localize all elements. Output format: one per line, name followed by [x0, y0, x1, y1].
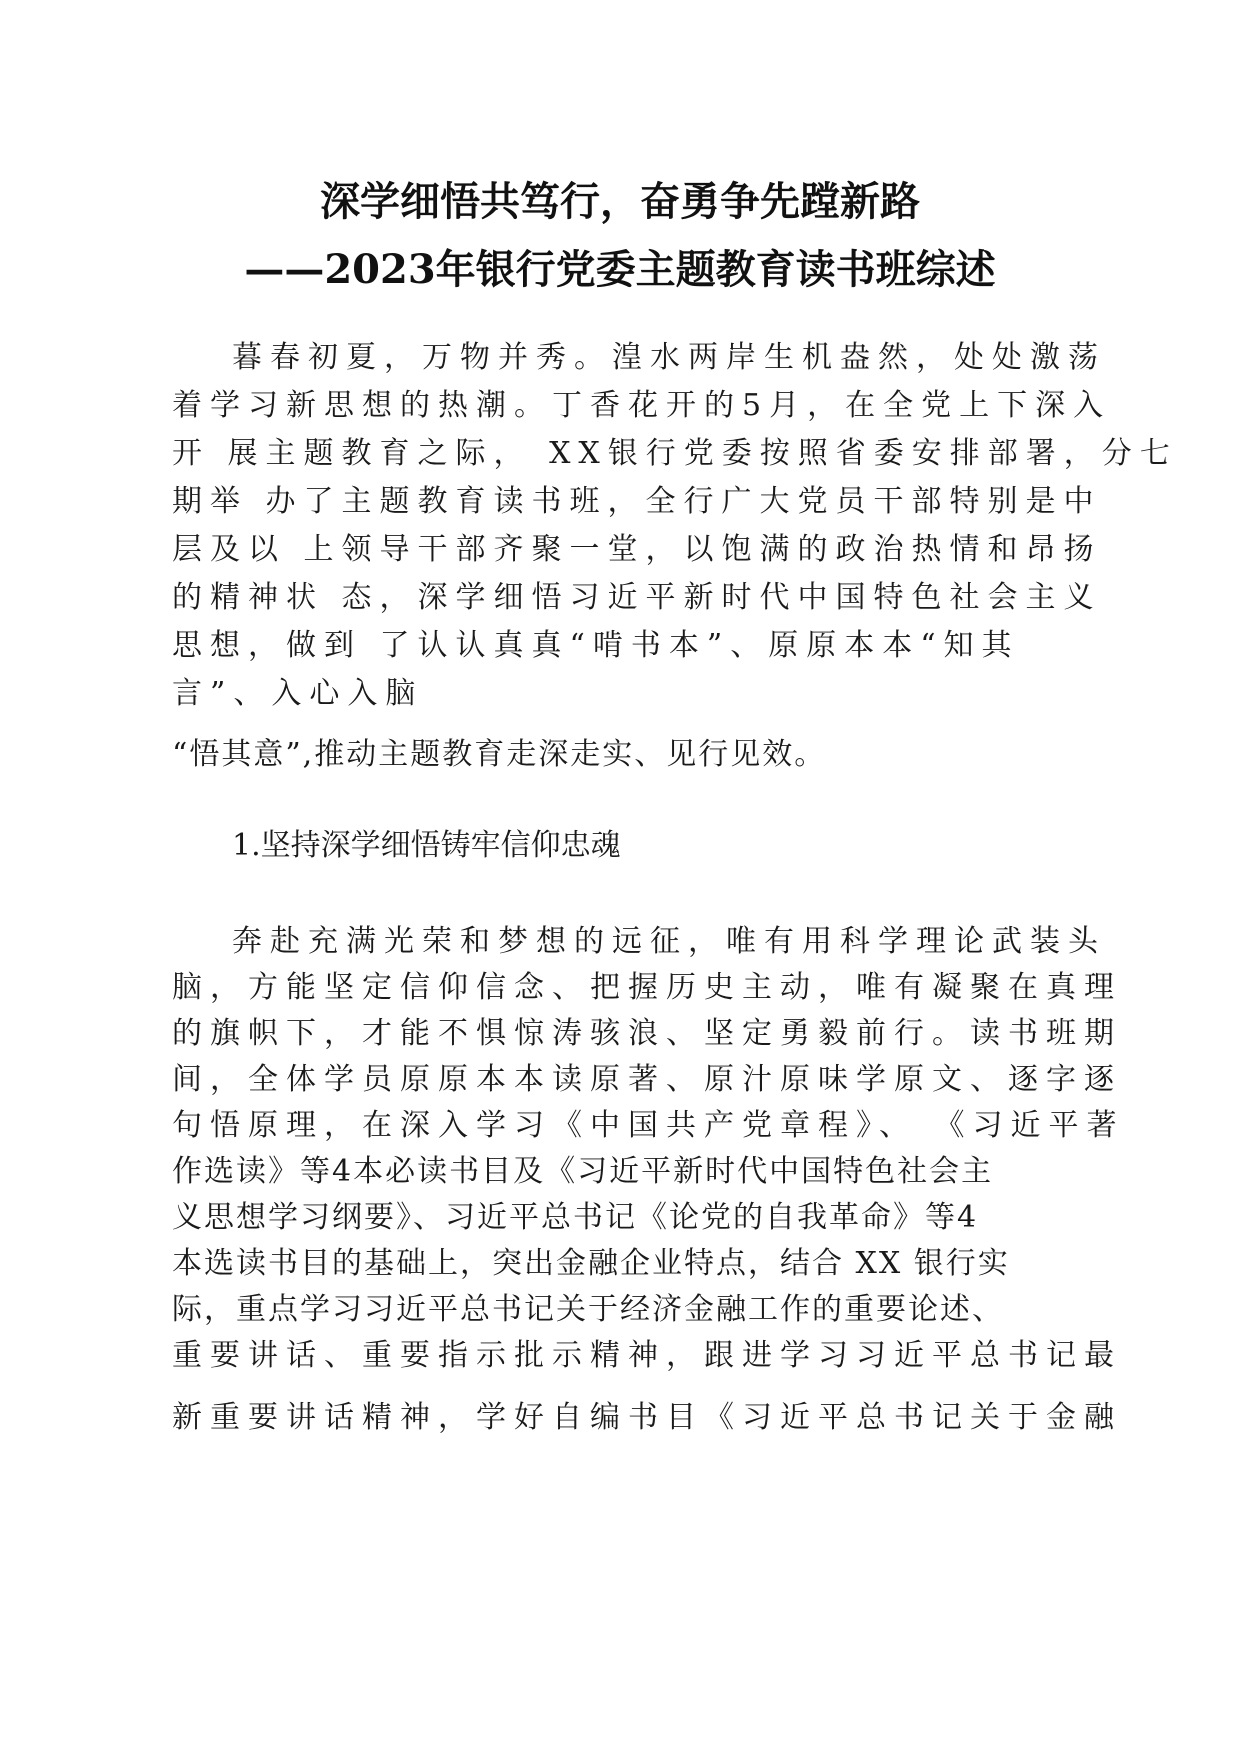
- paragraph-line: 思想，做到 了认认真真“啃书本”、原原本本“知其: [172, 628, 1020, 663]
- paragraph-line: 言”、入心入脑: [172, 676, 424, 711]
- paragraph-line: 作选读》等4本必读书目及《习近平新时代中国特色社会主: [172, 1154, 994, 1189]
- document-title: 深学细悟共笃行，奋勇争先蹚新路: [320, 178, 920, 225]
- paragraph-line: 期举 办了主题教育读书班，全行广大党员干部特别是中: [172, 484, 1102, 519]
- paragraph-line: 重要讲话、重要指示批示精神，跟进学习习近平总书记最: [172, 1338, 1122, 1373]
- paragraph-line: 层及以 上领导干部齐聚一堂，以饱满的政治热情和昂扬: [172, 532, 1102, 567]
- paragraph-line: “悟其意”,推动主题教育走深走实、见行见效。: [172, 737, 827, 772]
- section-heading: 1.坚持深学细悟铸牢信仰忠魂: [232, 828, 621, 863]
- paragraph-line: 开 展主题教育之际， XX银行党委按照省委安排部署，分七: [172, 436, 1178, 471]
- paragraph-line: 暮春初夏，万物并秀。湟水两岸生机盎然，处处激荡: [232, 340, 1106, 375]
- paragraph-line: 新重要讲话精神，学好自编书目《习近平总书记关于金融: [172, 1400, 1122, 1435]
- paragraph-line: 奔赴充满光荣和梦想的远征，唯有用科学理论武装头: [232, 924, 1106, 959]
- paragraph-line: 的精神状 态，深学细悟习近平新时代中国特色社会主义: [172, 580, 1102, 615]
- paragraph-line: 际，重点学习习近平总书记关于经济金融工作的重要论述、: [172, 1292, 1004, 1327]
- paragraph-line: 脑，方能坚定信仰信念、把握历史主动，唯有凝聚在真理: [172, 970, 1122, 1005]
- paragraph-line: 本选读书目的基础上，突出金融企业特点，结合 XX 银行实: [172, 1246, 1010, 1281]
- document-subtitle: ——2023年银行党委主题教育读书班综述: [244, 246, 996, 293]
- paragraph-line: 间，全体学员原原本本读原著、原汁原味学原文、逐字逐: [172, 1062, 1122, 1097]
- paragraph-line: 义思想学习纲要》、习近平总书记《论党的自我革命》等4: [172, 1200, 979, 1235]
- paragraph-line: 着学习新思想的热潮。丁香花开的5月，在全党上下深入: [172, 388, 1112, 423]
- paragraph-line: 的旗帜下，才能不惧惊涛骇浪、坚定勇毅前行。读书班期: [172, 1016, 1122, 1051]
- paragraph-line: 句悟原理，在深入学习《中国共产党章程》、 《习近平著: [172, 1108, 1125, 1143]
